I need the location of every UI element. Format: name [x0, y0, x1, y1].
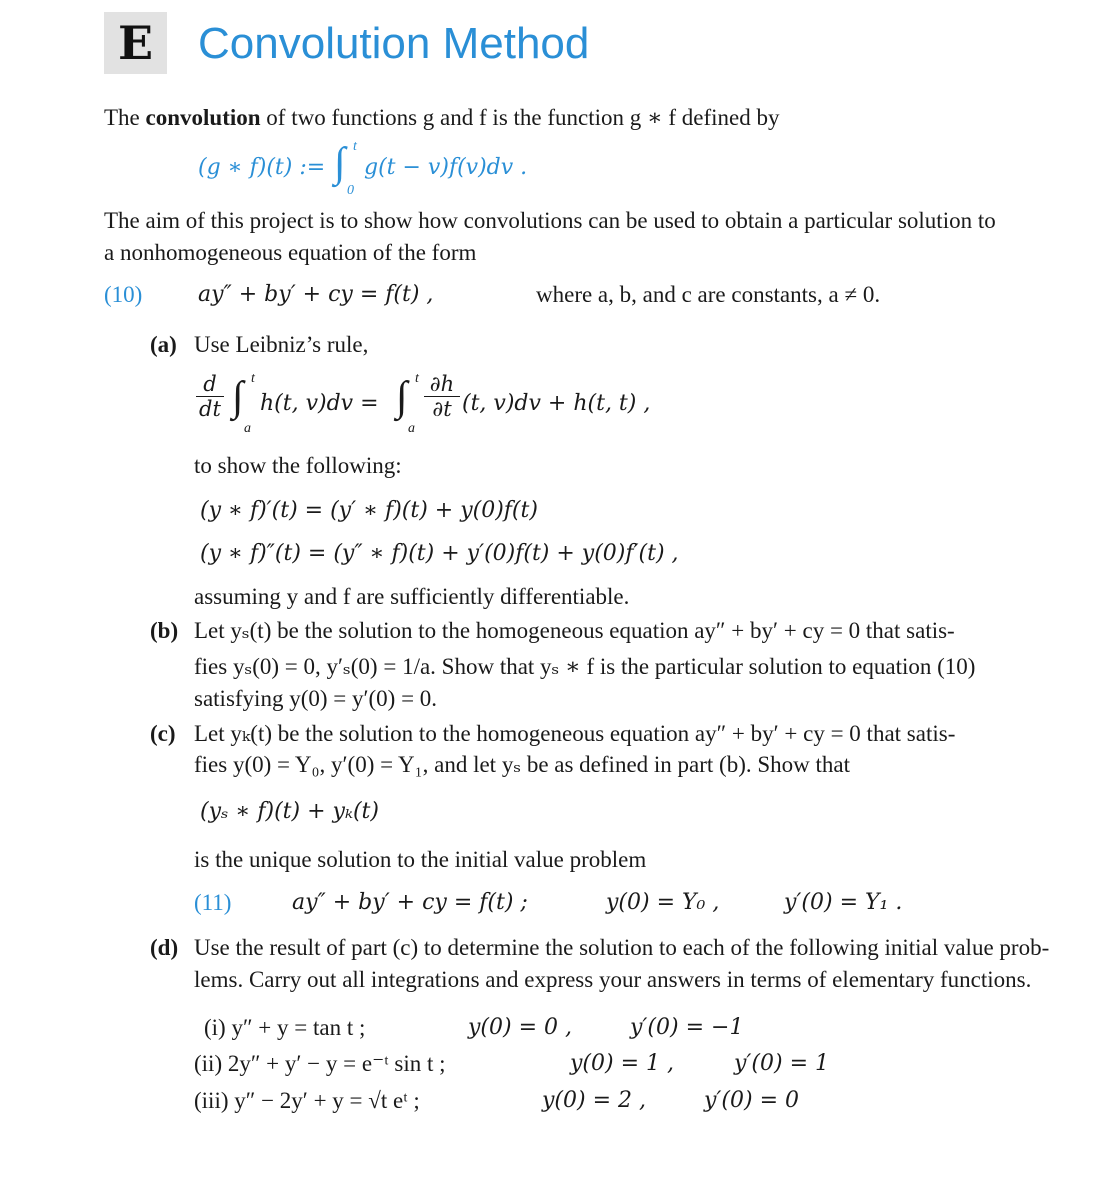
problem-iii-equation: (iii) y″ − 2y′ + y = √t eᵗ ; — [194, 1088, 420, 1113]
integral-sign: ∫ — [232, 374, 244, 420]
part-d-line-1: Use the result of part (c) to determine the solution to each of the following initial value prob- — [194, 935, 1050, 960]
leibniz-upper-limit-1: t — [251, 371, 255, 386]
part-a-show: to show the following: — [194, 453, 402, 478]
part-d-label: (d) — [150, 935, 179, 960]
eq11-equation: ay″ + by′ + cy = f(t) ; — [292, 890, 528, 915]
integral-sign: ∫ — [396, 374, 408, 420]
frac-partial-t: ∂t — [424, 396, 460, 421]
problem-i-ic1: y(0) = 0 , — [468, 1015, 572, 1040]
intro-post: of two functions g and f is the function g ∗ f defined by — [260, 105, 780, 130]
problem-i-ic2: y′(0) = −1 — [630, 1015, 744, 1040]
def-lhs: (g ∗ f)(t) := — [198, 155, 326, 180]
leibniz-rest: (t, v)dv + h(t, t) , — [462, 391, 651, 416]
leibniz-upper-limit-2: t — [415, 371, 419, 386]
problem-ii-ic1: y(0) = 1 , — [570, 1051, 674, 1076]
problem-ii-equation: (ii) 2y″ + y′ − y = e⁻ᵗ sin t ; — [194, 1051, 446, 1076]
part-c-label: (c) — [150, 721, 176, 746]
problem-iii-ic2: y′(0) = 0 — [704, 1088, 800, 1113]
leibniz-integrand: h(t, v)dv = — [260, 391, 379, 416]
section-title: Convolution Method — [198, 19, 590, 68]
part-a-assumption: assuming y and f are sufficiently differentiable. — [194, 584, 630, 609]
d-dt-fraction — [196, 372, 224, 421]
leibniz-lower-limit-2: a — [408, 421, 415, 436]
partial-h-fraction — [424, 372, 460, 421]
part-c-line-1: Let yₖ(t) be the solution to the homogeneous equation ay″ + by′ + cy = 0 that satis- — [194, 721, 956, 746]
def-rhs: g(t − v)f(v)dv . — [364, 155, 528, 180]
frac-dt: dt — [196, 396, 224, 421]
eq10-where-clause: where a, b, and c are constants, a ≠ 0. — [536, 282, 881, 307]
part-a-text: Use Leibniz’s rule, — [194, 332, 369, 357]
part-a-label: (a) — [150, 332, 177, 357]
part-b-line-2: fies yₛ(0) = 0, y′ₛ(0) = 1/a. Show that yₛ ∗ f is the particular solution to equation (10) — [194, 654, 976, 679]
aim-line-2: a nonhomogeneous equation of the form — [104, 240, 477, 265]
appendix-letter-badge: E — [104, 12, 167, 74]
eq10-number: (10) — [104, 282, 143, 307]
part-a-eq1: (y ∗ f)′(t) = (y′ ∗ f)(t) + y(0)f(t) — [200, 498, 538, 523]
eq11-number: (11) — [194, 890, 232, 915]
part-a-eq2: (y ∗ f)″(t) = (y″ ∗ f)(t) + y′(0)f(t) + y(0)f′(t) , — [200, 541, 679, 566]
integral-sign: ∫ — [334, 140, 346, 186]
def-upper-limit: t — [353, 139, 357, 154]
part-c-line-2: fies y(0) = Y₀, y′(0) = Y₁, and let yₛ be as defined in part (b). Show that — [194, 752, 851, 777]
part-b-line-1: Let yₛ(t) be the solution to the homogeneous equation ay″ + by′ + cy = 0 that satis- — [194, 618, 955, 643]
part-c-unique: is the unique solution to the initial value problem — [194, 847, 647, 872]
problem-iii-ic1: y(0) = 2 , — [542, 1088, 646, 1113]
part-c-expression: (yₛ ∗ f)(t) + yₖ(t) — [200, 799, 379, 824]
part-b-line-3: satisfying y(0) = y′(0) = 0. — [194, 686, 438, 711]
problem-i-equation: (i) y″ + y = tan t ; — [204, 1015, 366, 1040]
eq11-initial-2: y′(0) = Y₁ . — [784, 890, 903, 915]
problem-ii-ic2: y′(0) = 1 — [734, 1051, 830, 1076]
leibniz-lower-limit-1: a — [244, 421, 251, 436]
eq11-initial-1: y(0) = Y₀ , — [606, 890, 720, 915]
frac-dh: ∂h — [429, 372, 455, 396]
aim-line-1: The aim of this project is to show how convolutions can be used to obtain a particular solution to — [104, 208, 996, 233]
eq10-expression: ay″ + by′ + cy = f(t) , — [198, 282, 434, 307]
intro-paragraph — [104, 104, 780, 132]
part-b-label: (b) — [150, 618, 179, 643]
intro-pre: The — [104, 105, 146, 130]
intro-bold-term: convolution — [145, 105, 261, 130]
part-d-line-2: lems. Carry out all integrations and express your answers in terms of elementary functions. — [194, 967, 1032, 992]
def-lower-limit: 0 — [347, 183, 354, 198]
frac-d: d — [203, 372, 217, 396]
